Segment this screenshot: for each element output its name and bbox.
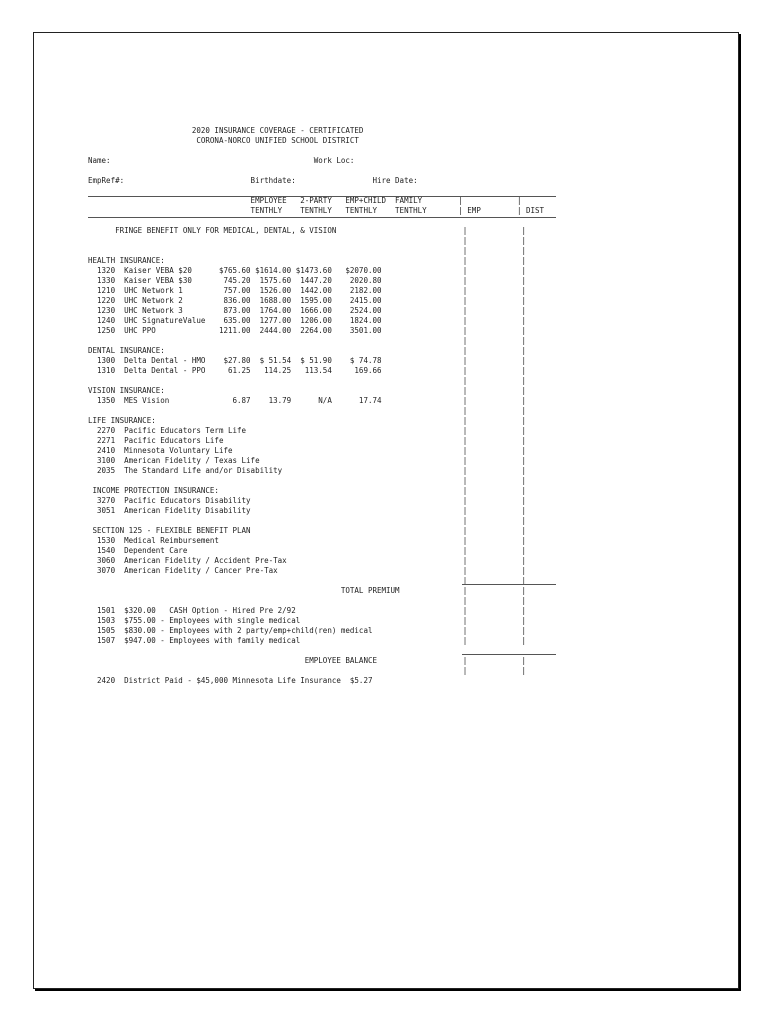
life-item: 2035 The Standard Life and/or Disability | | xyxy=(88,466,526,475)
blank-line xyxy=(88,186,688,196)
vision-heading: VISION INSURANCE: | | xyxy=(88,386,526,395)
health-heading: HEALTH INSURANCE: | | xyxy=(88,256,526,265)
blank-line: | | xyxy=(88,666,526,675)
district-paid-line: 2420 District Paid - $45,000 Minnesota Life Insurance $5.27 xyxy=(88,676,373,685)
blank-line: | | xyxy=(88,596,526,605)
blank-line xyxy=(88,166,688,176)
dental-plan-row: 1310 Delta Dental - PPO 61.25 114.25 113.54 169.66 | | xyxy=(88,366,526,375)
dental-plan-row: 1300 Delta Dental - HMO $27.80 $ 51.54 $ 51.90 $ 74.78 | | xyxy=(88,356,526,365)
blank-line xyxy=(88,146,688,156)
document-title: 2020 INSURANCE COVERAGE - CERTIFICATED xyxy=(88,126,364,135)
blank-line: | | xyxy=(88,376,526,385)
health-plan-row: 1250 UHC PPO 1211.00 2444.00 2264.00 3501.00 | | xyxy=(88,326,526,335)
income-protection-item: 3270 Pacific Educators Disability | | xyxy=(88,496,526,505)
blank-line xyxy=(88,646,688,656)
district-name: CORONA-NORCO UNIFIED SCHOOL DISTRICT xyxy=(88,136,359,145)
fringe-benefit-note: FRINGE BENEFIT ONLY FOR MEDICAL, DENTAL, & VISION | | xyxy=(88,226,526,235)
cash-option-line: 1501 $320.00 CASH Option - Hired Pre 2/92 | | xyxy=(88,606,526,615)
health-plan-row: 1330 Kaiser VEBA $30 745.20 1575.60 1447.20 2020.80 | | xyxy=(88,276,526,285)
blank-line xyxy=(88,216,688,226)
column-headers-row2: TENTHLY TENTHLY TENTHLY TENTHLY | EMP | DIST xyxy=(88,206,545,215)
health-plan-row: 1240 UHC SignatureValue 635.00 1277.00 1206.00 1824.00 | | xyxy=(88,316,526,325)
document-page xyxy=(33,32,739,989)
blank-line: | | xyxy=(88,576,526,585)
section125-heading: SECTION 125 - FLEXIBLE BENEFIT PLAN | | xyxy=(88,526,526,535)
horizontal-rule xyxy=(462,584,557,585)
total-premium-line: TOTAL PREMIUM | | xyxy=(88,586,526,595)
empref-birthdate-hire-line: EmpRef#: Birthdate: Hire Date: xyxy=(88,176,418,185)
blank-line: | | xyxy=(88,236,526,245)
life-item: 2271 Pacific Educators Life | | xyxy=(88,436,526,445)
horizontal-rule xyxy=(88,217,556,218)
horizontal-rule xyxy=(462,654,557,655)
column-headers-row1: EMPLOYEE 2-PARTY EMP+CHILD FAMILY | | xyxy=(88,196,522,205)
blank-line: | | xyxy=(88,406,526,415)
dental-heading: DENTAL INSURANCE: | | xyxy=(88,346,526,355)
life-item: 2410 Minnesota Voluntary Life | | xyxy=(88,446,526,455)
life-item: 3100 American Fidelity / Texas Life | | xyxy=(88,456,526,465)
name-worklocation-line: Name: Work Loc: xyxy=(88,156,355,165)
section125-item: 3070 American Fidelity / Cancer Pre-Tax | | xyxy=(88,566,526,575)
income-protection-item: 3051 American Fidelity Disability | | xyxy=(88,506,526,515)
cash-option-line: 1507 $947.00 - Employees with family medical | | xyxy=(88,636,526,645)
income-protection-heading: INCOME PROTECTION INSURANCE: | | xyxy=(88,486,526,495)
health-plan-row: 1230 UHC Network 3 873.00 1764.00 1666.00 2524.00 | | xyxy=(88,306,526,315)
section125-item: 1530 Medical Reimbursement | | xyxy=(88,536,526,545)
cash-option-line: 1505 $830.00 - Employees with 2 party/emp+child(ren) medical | | xyxy=(88,626,526,635)
health-plan-row: 1220 UHC Network 2 836.00 1688.00 1595.00 2415.00 | | xyxy=(88,296,526,305)
health-plan-row: 1320 Kaiser VEBA $20 $765.60 $1614.00 $1473.60 $2070.00 | | xyxy=(88,266,526,275)
blank-line: | | xyxy=(88,336,526,345)
blank-line: | | xyxy=(88,516,526,525)
vision-plan-row: 1350 MES Vision 6.87 13.79 N/A 17.74 | | xyxy=(88,396,526,405)
blank-line: | | xyxy=(88,246,526,255)
life-heading: LIFE INSURANCE: | | xyxy=(88,416,526,425)
life-item: 2270 Pacific Educators Term Life | | xyxy=(88,426,526,435)
blank-line: | | xyxy=(88,476,526,485)
employee-balance-line: EMPLOYEE BALANCE | | xyxy=(88,656,526,665)
horizontal-rule xyxy=(88,196,556,197)
section125-item: 3060 American Fidelity / Accident Pre-Tax | | xyxy=(88,556,526,565)
certificate-document xyxy=(88,126,688,686)
section125-item: 1540 Dependent Care | | xyxy=(88,546,526,555)
cash-option-line: 1503 $755.00 - Employees with single medical | | xyxy=(88,616,526,625)
health-plan-row: 1210 UHC Network 1 757.00 1526.00 1442.00 2182.00 | | xyxy=(88,286,526,295)
